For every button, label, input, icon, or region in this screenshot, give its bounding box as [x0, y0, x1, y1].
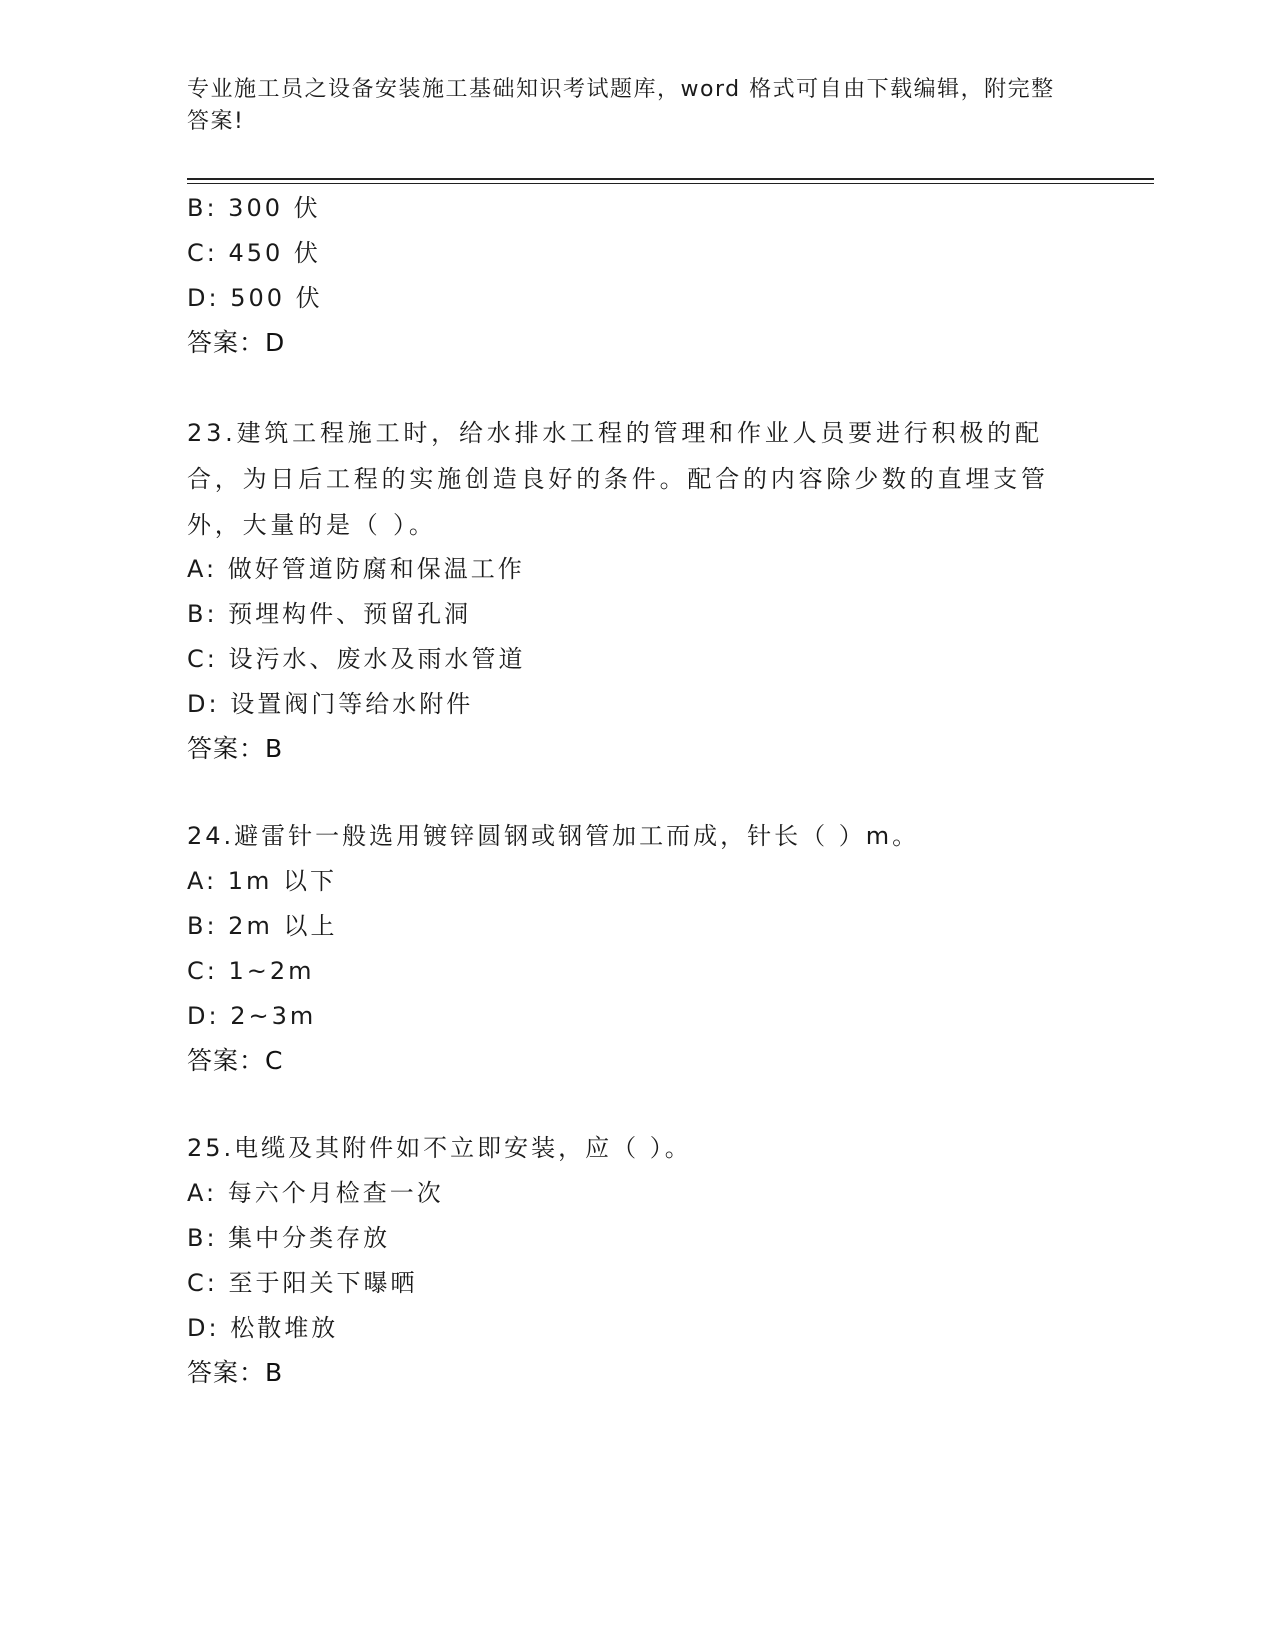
question-24-option-c: C: 1~2m: [187, 957, 315, 985]
question-23-option-d: D: 设置阀门等给水附件: [187, 690, 474, 718]
question-24-text: 24.避雷针一般选用镀锌圆钢或钢管加工而成，针长（ ）m。: [187, 822, 920, 850]
question-24-answer: 答案：C: [187, 1046, 284, 1075]
question-25-option-d: D: 松散堆放: [187, 1314, 339, 1342]
document-header: 专业施工员之设备安装施工基础知识考试题库，word 格式可自由下载编辑，附完整答案!: [187, 77, 1055, 134]
option-c: C: 450 伏: [187, 239, 321, 267]
option-d: D: 500 伏: [187, 284, 323, 312]
question-23-text: 23.建筑工程施工时，给水排水工程的管理和作业人员要进行积极的配合，为日后工程的实施创造良好的条件。配合的内容除少数的直埋支管外，大量的是（ ）。: [187, 419, 1049, 539]
answer: 答案：D: [187, 328, 286, 357]
question-25-option-a: A: 每六个月检查一次: [187, 1179, 444, 1207]
question-24-option-a: A: 1m 以下: [187, 867, 337, 895]
question-25-answer: 答案：B: [187, 1358, 284, 1387]
header-divider-thick: [187, 178, 1154, 180]
question-24-option-b: B: 2m 以上: [187, 912, 338, 940]
question-23-option-c: C: 设污水、废水及雨水管道: [187, 645, 526, 673]
question-24-option-d: D: 2~3m: [187, 1002, 317, 1030]
question-25-text: 25.电缆及其附件如不立即安装，应（ ）。: [187, 1134, 692, 1162]
question-23-answer: 答案：B: [187, 734, 284, 763]
option-b: B: 300 伏: [187, 194, 321, 222]
question-25-option-b: B: 集中分类存放: [187, 1224, 391, 1252]
question-23-option-a: A: 做好管道防腐和保温工作: [187, 555, 525, 583]
header-divider-thin: [187, 183, 1154, 184]
question-23-option-b: B: 预埋构件、预留孔洞: [187, 600, 472, 628]
question-25-option-c: C: 至于阳关下曝晒: [187, 1269, 418, 1297]
